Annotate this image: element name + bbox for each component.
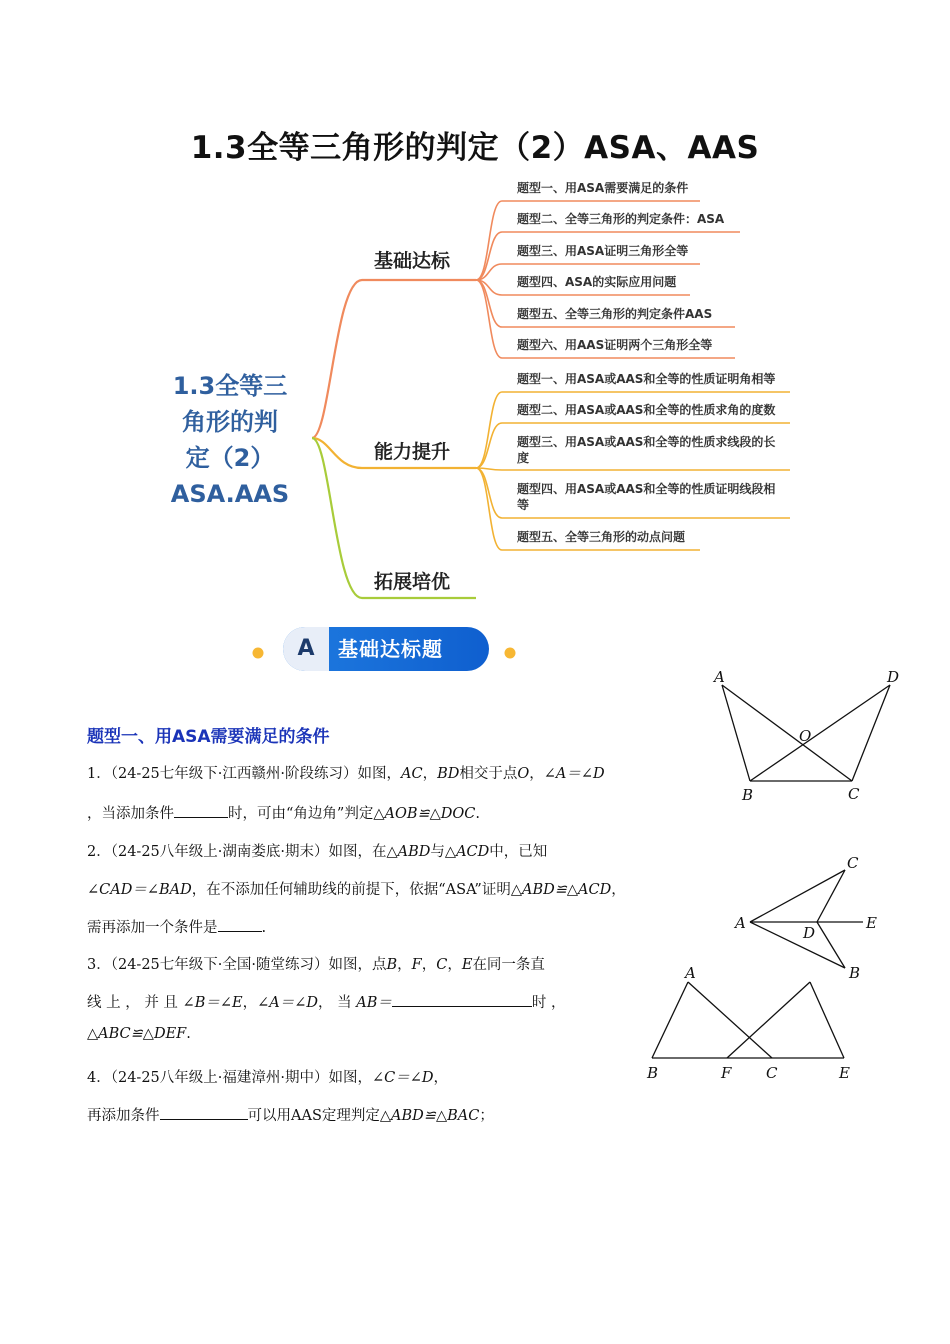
q1-line1 — [87, 762, 605, 783]
section-heading: 题型一、用ASA需要满足的条件 — [87, 727, 330, 747]
q2-source: （24-25八年级上·湖南娄底·期末）如图，在 — [110, 844, 387, 860]
q2-math-acd: △ACD — [444, 844, 490, 860]
fig2-label-c: C — [847, 854, 859, 872]
q3-source: （24-25七年级下·全国·随堂练习）如图，点 — [110, 957, 387, 973]
q2-text-known: 中，已知 — [489, 844, 548, 860]
page-title: 1.3全等三角形的判定（2）ASA、AAS — [190, 130, 760, 166]
q4-semicolon: ； — [479, 1108, 494, 1124]
q2-text-and: 与 — [430, 844, 445, 860]
fig1-label-a: A — [714, 668, 725, 686]
q4-math-congruence: △ABD≌△BAC — [379, 1108, 480, 1124]
banner-letter: A — [283, 627, 329, 671]
mind-map — [0, 170, 950, 610]
q1-period: . — [475, 806, 481, 822]
q1-number: 1． — [87, 766, 111, 782]
q3-text-when: ， 当 — [318, 995, 352, 1011]
q4-text-use: 可以用 — [247, 1108, 291, 1124]
leaf-ability-4-cont: 等 — [517, 498, 530, 512]
q4-source: （24-25八年级上·福建漳州·期中）如图， — [110, 1070, 373, 1086]
q2-text-prove: ”证明 — [474, 882, 511, 898]
leaf-ability-4: 题型四、用ASA或AAS和全等的性质证明线段相 — [517, 482, 776, 496]
leaf-basic-5: 题型五、全等三角形的判定条件AAS — [517, 307, 713, 321]
q3-math-e: E — [461, 957, 473, 973]
q1-math-bd: BD — [437, 766, 460, 782]
q3-sep3: ， — [447, 957, 462, 973]
fig2-label-d: D — [803, 924, 816, 942]
fig2-label-a: A — [735, 914, 746, 932]
center-line-2: 角形的判 — [182, 408, 278, 436]
q2-math-angle: ∠CAD＝∠BAD — [87, 882, 192, 898]
banner-title: 基础达标题 — [338, 637, 443, 661]
leaf-ability-2: 题型二、用ASA或AAS和全等的性质求角的度数 — [517, 403, 776, 417]
leaf-ability-3-cont: 度 — [517, 451, 530, 465]
q4-text-add: 再添加条件 — [87, 1108, 160, 1124]
fig1-label-c: C — [848, 785, 860, 803]
q3-text-and: 线 上 ， 并 且 — [87, 995, 178, 1011]
fig3-label-f: F — [721, 1064, 732, 1082]
q1-line2 — [87, 802, 480, 823]
q3-sep4: ， — [242, 995, 258, 1011]
q3-period: . — [186, 1026, 191, 1042]
q2-math-abd: △ABD — [386, 844, 431, 860]
leaf-basic-1: 题型一、用ASA需要满足的条件 — [517, 181, 689, 195]
q3-math-angle-a: ∠A＝∠D — [257, 995, 318, 1011]
center-line-4: ASA.AAS — [170, 480, 290, 508]
branch-line-basic — [312, 280, 476, 438]
q3-text-time: 时 ， — [531, 995, 566, 1011]
q1-math-congruence: △AOB≌△DOC — [373, 806, 476, 822]
leaf-basic-3: 题型三、用ASA证明三角形全等 — [517, 244, 689, 258]
branch-ability: 能力提升 — [374, 441, 451, 463]
q3-line1 — [87, 953, 545, 974]
q3-math-f: F — [411, 957, 422, 973]
leaf-basic-4: 题型四、ASA的实际应用问题 — [517, 275, 677, 289]
q1-text-condition: ，当添加条件 — [87, 806, 174, 822]
q2-text-asa: ASA — [445, 882, 475, 898]
fig2-label-e: E — [866, 914, 877, 932]
q3-math-congruence: △ABC≌△DEF — [87, 1026, 187, 1042]
q2-math-congruence: △ABD≌△ACD — [510, 882, 612, 898]
branch-extend: 拓展培优 — [374, 571, 451, 593]
mindmap-center-title — [160, 368, 300, 512]
q4-line2 — [87, 1104, 494, 1125]
q4-answer-blank[interactable] — [160, 1105, 248, 1120]
q1-math-ac: AC — [401, 766, 423, 782]
q4-text-aas: AAS — [291, 1108, 322, 1124]
q2-period: . — [261, 920, 267, 936]
figure-3 — [640, 960, 870, 1085]
center-line-1: 1.3全等三 — [172, 372, 288, 400]
q3-line2 — [87, 991, 565, 1012]
q2-answer-blank[interactable] — [218, 917, 262, 932]
q2-number: 2． — [87, 844, 111, 860]
q3-math-ab: AB＝ — [356, 995, 392, 1011]
leaf-basic-6: 题型六、用AAS证明两个三角形全等 — [517, 338, 713, 352]
q1-sep1: ， — [422, 766, 438, 782]
q3-text-line: 在同一条直 — [472, 957, 545, 973]
fig3-label-b: B — [647, 1064, 659, 1082]
q2-line3 — [87, 916, 266, 937]
q1-text-judge: 时，可由“角边角”判定 — [228, 806, 374, 822]
q2-comma: ， — [611, 882, 626, 898]
q3-sep2: ， — [421, 957, 437, 973]
fig2-label-b: B — [849, 964, 861, 982]
fig1-label-d: D — [887, 668, 900, 686]
q1-sep3: ， — [529, 766, 544, 782]
q1-math-o: O — [517, 766, 530, 782]
q2-text-need: 需再添加一个条件是 — [87, 920, 218, 936]
q1-text2: 相交于点 — [459, 766, 518, 782]
leaf-ability-1: 题型一、用ASA或AAS和全等的性质证明角相等 — [517, 372, 776, 386]
fig1-label-b: B — [742, 786, 754, 804]
branch-basic: 基础达标 — [374, 250, 451, 272]
q3-math-b: B — [386, 957, 398, 973]
fig1-label-o: O — [799, 727, 812, 745]
leaf-ability-3: 题型三、用ASA或AAS和全等的性质求线段的长 — [517, 435, 776, 449]
q3-sep1: ， — [397, 957, 412, 973]
fig3-label-a: A — [685, 964, 696, 982]
leaf-ability-5: 题型五、全等三角形的动点问题 — [517, 530, 686, 544]
fig3-label-e: E — [839, 1064, 850, 1082]
q4-comma: ， — [433, 1070, 449, 1086]
q2-line1 — [87, 840, 547, 861]
q4-number: 4． — [87, 1070, 111, 1086]
center-line-3: 定（2） — [185, 444, 275, 472]
q1-source: （24-25七年级下·江西赣州·阶段练习）如图， — [110, 766, 402, 782]
q4-math-angle: ∠C＝∠D — [372, 1070, 434, 1086]
q4-line1 — [87, 1066, 448, 1087]
q3-number: 3． — [87, 957, 111, 973]
q1-math-angle: ∠A＝∠D — [543, 766, 605, 782]
q3-math-angle-b: ∠B＝∠E — [182, 995, 243, 1011]
figure-1 — [700, 665, 920, 810]
q3-math-c: C — [436, 957, 448, 973]
q3-answer-blank[interactable] — [392, 992, 532, 1007]
q2-text-condition: ，在不添加任何辅助线的前提下，依据“ — [191, 882, 446, 898]
q3-line3 — [87, 1026, 191, 1042]
fig3-label-c: C — [766, 1064, 778, 1082]
q1-answer-blank[interactable] — [174, 803, 228, 818]
leaf-basic-2: 题型二、全等三角形的判定条件：ASA — [517, 212, 725, 226]
q4-text-theorem: 定理判定 — [321, 1108, 380, 1124]
q2-line2 — [87, 878, 626, 899]
